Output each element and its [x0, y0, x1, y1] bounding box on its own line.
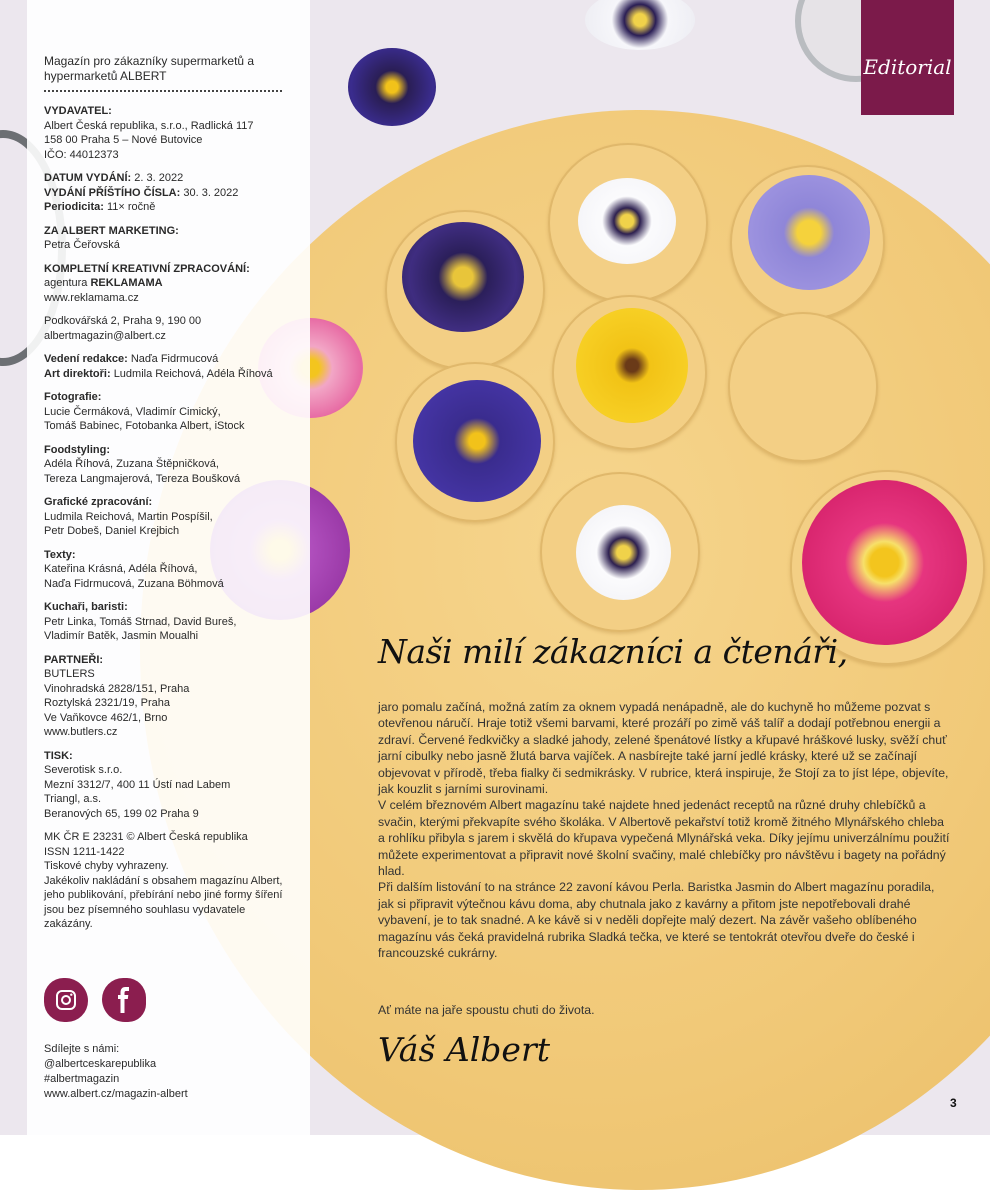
art-label: Art direktoři:	[44, 367, 111, 380]
texts-block	[44, 548, 294, 592]
editor-label: Vedení redakce:	[44, 353, 128, 365]
letter-body	[378, 699, 953, 962]
signature: Váš Albert	[378, 1030, 550, 1069]
primrose-flower	[748, 175, 870, 290]
pansy-flower	[576, 308, 688, 423]
art-value: Ludmila Reichová, Adéla Říhová	[113, 367, 273, 380]
creative-web: www.reklamama.cz	[44, 291, 139, 304]
marketing-value: Petra Čeřovská	[44, 239, 120, 251]
legal-line: MK ČR E 23231 © Albert Česká republika	[44, 831, 248, 843]
chefs-block	[44, 600, 294, 644]
photo-label: Fotografie:	[44, 391, 102, 403]
publisher-line: Albert Česká republika, s.r.o., Radlická 117	[44, 119, 254, 132]
date-label: DATUM VYDÁNÍ:	[44, 172, 132, 184]
print-line: Mezní 3312/7, 400 11 Ústí nad Labem	[44, 778, 231, 791]
partners-line: www.butlers.cz	[44, 726, 118, 738]
photo-line: Lucie Čermáková, Vladimír Cimický,	[44, 405, 221, 418]
dates-block	[44, 171, 294, 215]
texts-line: Kateřina Krásná, Adéla Říhová,	[44, 563, 198, 575]
print-label: TISK:	[44, 749, 73, 762]
food-line: Tereza Langmajerová, Tereza Boušková	[44, 472, 241, 485]
letter-paragraph: Při dalším listování to na stránce 22 zavoní kávou Perla. Baristka Jasmin do Albert magazínu poradila, jak si připravit výtečnou kávu doma, aby chutnala jako z kavárny a přitom jste nepotřebovali drahé vybavení, je to tak snadné. A ke kávě si v neděli dopřejte malý dezert. Na závěr vašeho oblíbeného magazínu vás čeká pravidelná rubrika Sladká tečka, ve které se tentokrát otevřou dveře do české i francouzské cukrárny.	[378, 880, 935, 961]
foodstyling-block	[44, 443, 294, 487]
partners-label: PARTNEŘI:	[44, 653, 104, 666]
chefs-line: Petr Linka, Tomáš Strnad, David Bureš,	[44, 615, 237, 628]
partners-line: Roztylská 2321/19, Praha	[44, 697, 170, 709]
publisher-line: IČO: 44012373	[44, 148, 119, 161]
partners-line: BUTLERS	[44, 668, 95, 680]
pansy-flower	[585, 0, 695, 50]
texts-line: Naďa Fidrmucová, Zuzana Böhmová	[44, 577, 224, 590]
address-block	[44, 314, 294, 343]
share-block	[44, 1042, 294, 1102]
photo-line: Tomáš Babinec, Fotobanka Albert, iStock	[44, 420, 245, 432]
issue-date: 2. 3. 2022	[134, 172, 184, 184]
creative-prefix: agentura	[44, 277, 91, 289]
print-block	[44, 749, 294, 822]
legal-line: Tiskové chyby vyhrazeny.	[44, 860, 169, 872]
legal-line: Jakékoliv nakládání s obsahem magazínu Albert, jeho publikování, přebírání nebo jiné formy šíření jsou bez písemného souhlasu vydavatele zakázány.	[44, 874, 283, 930]
hashtag: #albertmagazin	[44, 1073, 120, 1085]
publisher-block	[44, 104, 294, 162]
photo-block	[44, 390, 294, 434]
period-value: 11× ročně	[106, 201, 156, 213]
partners-line: Vinohradská 2828/151, Praha	[44, 682, 190, 695]
next-issue-date: 30. 3. 2022	[183, 186, 239, 199]
letter-headline: Naši milí zákazníci a čtenáři,	[378, 632, 848, 671]
texts-label: Texty:	[44, 548, 76, 561]
publisher-line: 158 00 Praha 5 – Nové Butovice	[44, 134, 203, 146]
letter-closing: Ať máte na jaře spoustu chuti do života.	[378, 1003, 595, 1017]
creative-agency: REKLAMAMA	[90, 277, 163, 289]
print-line: Triangl, a.s.	[44, 793, 102, 805]
graphic-line: Petr Dobeš, Daniel Krejbich	[44, 525, 180, 537]
graphic-label: Grafické zpracování:	[44, 496, 153, 508]
pansy-flower	[348, 48, 436, 126]
partners-line: Ve Vaňkovce 462/1, Brno	[44, 711, 168, 724]
graphic-block	[44, 495, 294, 539]
letter-paragraph: jaro pomalu začíná, možná zatím za oknem vypadá nenápadně, ale do kuchyně ho můžeme pozvat s otevřenou náručí. Hraje totiž všemi barvami, které prozáří po zimě váš talíř a dodají potřebnou energii a zdraví. Červené ředkvičky a sladké jahody, zelené špenátové lístky a křupavé hráškové lusky, svěží chuť jarní cibulky nebo jasně žlutá barva vajíček. A nasbírejte také jarní jedlé krásky, které už se začínají objevovat v přírodě, třeba fialky či sedmikrásky. V rubrice, která inspiruje, že Stojí za to jíst lépe, objevíte, jak kouzlit s jarními surovinami.	[378, 700, 949, 797]
chefs-label: Kuchaři, baristi:	[44, 601, 128, 613]
magazine-link[interactable]: www.albert.cz/magazin-albert	[44, 1088, 188, 1100]
contact-email: albertmagazin@albert.cz	[44, 329, 166, 342]
editors-block	[44, 352, 294, 381]
publisher-label: VYDAVATEL:	[44, 105, 112, 117]
marketing-block	[44, 224, 294, 253]
partners-block	[44, 653, 294, 740]
address-line: Podkovářská 2, Praha 9, 190 00	[44, 315, 202, 327]
facebook-icon[interactable]	[102, 978, 146, 1022]
page-number: 3	[950, 1096, 957, 1110]
letter-paragraph: V celém březnovém Albert magazínu také najdete hned jedenáct receptů na různé druhy chlebíčků a svačin, kterými překvapíte svého školáka. V Albertově pekařství totiž kromě žitného Mlynářského chleba a rohlíku přibyla s jarem i skvělá do křupava vypečená Mlynářská veka. Díky jejímu univerzálnímu použití můžete experimentovat a připravit nové školní svačiny, malé chlebíčky pro návštěvu i bagety na pořádný hlad.	[378, 798, 950, 879]
graphic-line: Ludmila Reichová, Martin Pospíšil,	[44, 510, 213, 523]
legal-block	[44, 830, 294, 932]
masthead-intro: Magazín pro zákazníky supermarketů a hypermarketů ALBERT	[44, 54, 255, 83]
food-line: Adéla Říhová, Zuzana Štěpničková,	[44, 458, 219, 470]
chefs-line: Vladimír Batěk, Jasmin Moualhi	[44, 630, 199, 642]
marketing-label: ZA ALBERT MARKETING:	[44, 224, 179, 237]
print-line: Beranových 65, 199 02 Praha 9	[44, 807, 199, 820]
print-line: Severotisk s.r.o.	[44, 764, 123, 776]
legal-line: ISSN 1211-1422	[44, 845, 125, 858]
instagram-icon[interactable]	[44, 978, 88, 1022]
cookie-cutout	[728, 312, 878, 462]
pansy-flower	[413, 380, 541, 502]
food-label: Foodstyling:	[44, 443, 110, 456]
editor-value: Naďa Fidrmucová	[130, 353, 219, 365]
instagram-handle[interactable]: @albertceskarepublika	[44, 1058, 157, 1070]
pansy-flower	[578, 178, 676, 264]
section-tag: Editorial	[861, 0, 954, 115]
pansy-flower	[576, 505, 671, 600]
primrose-flower	[802, 480, 967, 645]
social-icons	[44, 978, 146, 1022]
creative-label: KOMPLETNÍ KREATIVNÍ ZPRACOVÁNÍ:	[44, 262, 250, 275]
masthead	[44, 54, 294, 941]
dotted-divider	[44, 90, 282, 92]
pansy-flower	[402, 222, 524, 332]
share-label: Sdílejte s námi:	[44, 1043, 120, 1055]
next-issue-label: VYDÁNÍ PŘÍŠTÍHO ČÍSLA:	[44, 186, 181, 199]
creative-block	[44, 262, 294, 306]
period-label: Periodicita:	[44, 201, 104, 213]
